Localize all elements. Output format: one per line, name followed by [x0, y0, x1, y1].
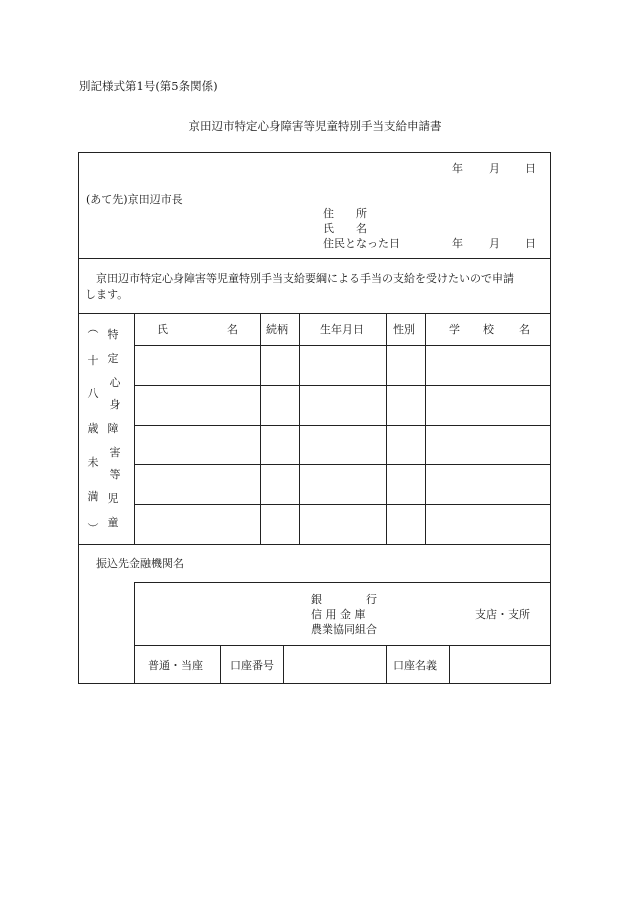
child-gender-cell[interactable]: [386, 386, 425, 425]
account-number-input[interactable]: [284, 646, 386, 684]
residence-date-label[interactable]: 住民となった日: [323, 237, 400, 250]
bank-type-agri[interactable]: 農業協同組合: [311, 623, 377, 636]
side-char: 障: [107, 422, 119, 435]
divider-account-number: [386, 645, 387, 684]
child-relation-cell[interactable]: [260, 386, 299, 425]
child-relation-cell[interactable]: [260, 465, 299, 504]
side-char: 満: [87, 490, 99, 503]
child-name-cell[interactable]: [134, 386, 260, 425]
bank-type-bank[interactable]: 銀 行: [311, 593, 377, 606]
side-char: 児: [107, 492, 119, 505]
divider-statement-bottom: [79, 313, 551, 314]
header-relation: 続柄: [266, 323, 288, 336]
branch-label[interactable]: 支店・支所: [475, 608, 530, 621]
child-school-cell[interactable]: [425, 505, 551, 544]
child-birthdate-cell[interactable]: [299, 386, 386, 425]
account-number-label: 口座番号: [230, 659, 274, 672]
child-school-cell[interactable]: [425, 346, 551, 385]
side-char: 特: [107, 328, 119, 341]
side-char: 八: [87, 387, 99, 400]
side-char: ︵: [87, 322, 99, 335]
child-name-cell[interactable]: [134, 426, 260, 464]
header-name: 氏: [157, 323, 168, 336]
header-birthdate: 生年月日: [320, 323, 364, 336]
address-label[interactable]: 住 所: [323, 207, 367, 220]
header-name-2: 名: [227, 323, 238, 336]
statement-line-1: 京田辺市特定心身障害等児童特別手当支給要綱による手当の支給を受けたいので申請: [96, 272, 514, 285]
child-gender-cell[interactable]: [386, 505, 425, 544]
addressee: (あて先)京田辺市長: [86, 193, 183, 206]
child-relation-cell[interactable]: [260, 505, 299, 544]
side-char: 心: [109, 376, 121, 389]
bank-type-credit[interactable]: 信 用 金 庫: [311, 608, 366, 621]
divider-table-bottom: [79, 544, 551, 545]
child-birthdate-cell[interactable]: [299, 465, 386, 504]
account-holder-label: 口座名義: [393, 659, 437, 672]
side-char: 定: [107, 352, 119, 365]
side-char: 害: [109, 446, 121, 459]
side-char: 童: [107, 516, 119, 529]
account-holder-input[interactable]: [450, 646, 551, 684]
side-char: 身: [109, 398, 121, 411]
child-name-cell[interactable]: [134, 505, 260, 544]
header-school-2: 校: [483, 323, 494, 336]
child-gender-cell[interactable]: [386, 465, 425, 504]
form-label: 別記様式第1号(第5条関係): [79, 79, 218, 93]
side-char: 歳: [87, 422, 99, 435]
date-year-label: 年: [452, 162, 463, 175]
divider-statement-top: [79, 258, 551, 259]
side-char: 未: [87, 456, 99, 469]
child-name-cell[interactable]: [134, 346, 260, 385]
side-char: 十: [87, 354, 99, 367]
child-school-cell[interactable]: [425, 465, 551, 504]
date-day-label: 日: [525, 162, 536, 175]
divider-account-type: [220, 645, 221, 684]
child-gender-cell[interactable]: [386, 346, 425, 385]
residence-year-label: 年: [452, 237, 463, 250]
divider-bank-left: [134, 582, 135, 684]
header-school-3: 名: [519, 323, 530, 336]
statement-line-2: します。: [85, 288, 129, 301]
child-school-cell[interactable]: [425, 386, 551, 425]
side-char: ︶: [87, 522, 99, 535]
bank-section-title: 振込先金融機関名: [96, 557, 184, 570]
header-gender: 性別: [393, 323, 415, 336]
child-name-cell[interactable]: [134, 465, 260, 504]
child-school-cell[interactable]: [425, 426, 551, 464]
side-char: 等: [109, 468, 121, 481]
child-birthdate-cell[interactable]: [299, 505, 386, 544]
header-school: 学: [449, 323, 460, 336]
account-type-option[interactable]: 普通・当座: [148, 659, 203, 672]
residence-month-label: 月: [489, 237, 500, 250]
child-relation-cell[interactable]: [260, 346, 299, 385]
residence-day-label: 日: [525, 237, 536, 250]
child-relation-cell[interactable]: [260, 426, 299, 464]
date-month-label: 月: [489, 162, 500, 175]
name-label[interactable]: 氏 名: [323, 222, 367, 235]
document-title: 京田辺市特定心身障害等児童特別手当支給申請書: [188, 119, 442, 133]
child-birthdate-cell[interactable]: [299, 346, 386, 385]
divider-bank-title: [134, 582, 551, 583]
child-birthdate-cell[interactable]: [299, 426, 386, 464]
child-gender-cell[interactable]: [386, 426, 425, 464]
